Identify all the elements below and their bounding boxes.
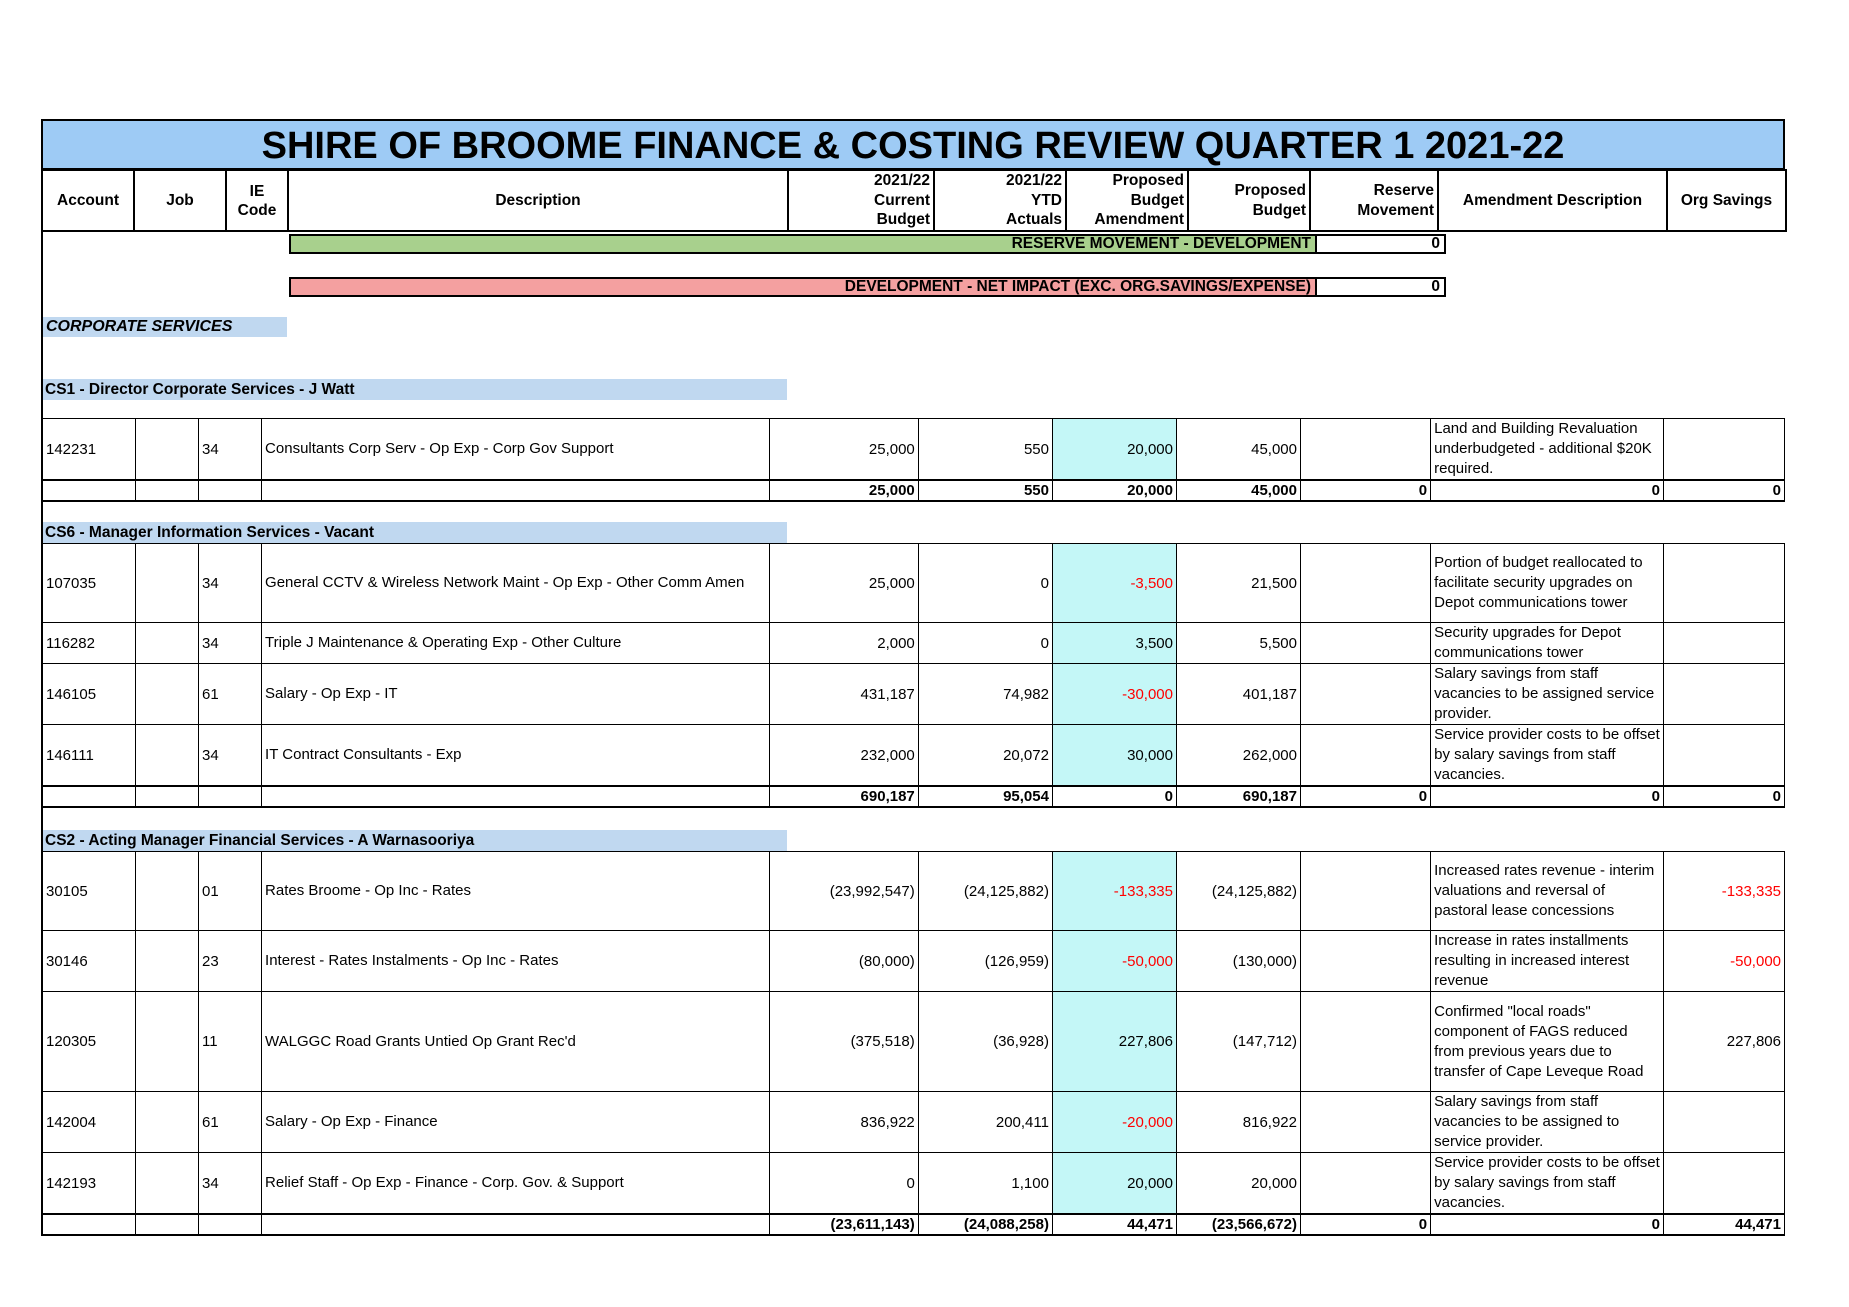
proposed-cell: 262,000: [1176, 725, 1300, 787]
total-budget: (23,611,143): [770, 1214, 918, 1235]
job-cell: [136, 931, 199, 992]
job-cell: [136, 544, 199, 623]
amendment-description-cell: Salary savings from staff vacancies to be assigned to service provider.: [1431, 1092, 1664, 1153]
header-amendment-description: Amendment Description: [1438, 170, 1667, 231]
account-cell: 30146: [42, 931, 136, 992]
ytd-cell: 74,982: [918, 664, 1052, 725]
proposed-cell: 45,000: [1176, 419, 1300, 481]
total-ytd: 95,054: [918, 786, 1052, 807]
total-reserve: 0: [1301, 1214, 1431, 1235]
total-amendment: 0: [1052, 786, 1176, 807]
summary-block: [41, 232, 1785, 418]
page-title: SHIRE OF BROOME FINANCE & COSTING REVIEW QUARTER 1 2021-22: [41, 119, 1785, 169]
proposed-cell: (130,000): [1176, 931, 1300, 992]
table-row: [42, 852, 1785, 931]
ie-code-cell: 01: [199, 852, 262, 931]
amendment-cell: -3,500: [1052, 544, 1176, 623]
ytd-cell: 200,411: [918, 1092, 1052, 1153]
net-impact-value: 0: [1315, 277, 1446, 297]
description-cell: Rates Broome - Op Inc - Rates: [262, 852, 770, 931]
org-savings-cell: [1663, 1092, 1784, 1153]
budget-cell: 2,000: [770, 623, 918, 664]
job-cell: [136, 992, 199, 1092]
amendment-description-cell: Security upgrades for Depot communications tower: [1431, 623, 1664, 664]
total-amendment-description: 0: [1431, 480, 1664, 501]
total-budget: 25,000: [770, 480, 918, 501]
ytd-cell: 550: [918, 419, 1052, 481]
header-current-budget: 2021/22 Current Budget: [788, 170, 934, 231]
total-row: [42, 786, 1785, 807]
amendment-cell: -30,000: [1052, 664, 1176, 725]
ie-code-cell: 61: [199, 1092, 262, 1153]
org-savings-cell: -133,335: [1663, 852, 1784, 931]
total-reserve: 0: [1301, 480, 1431, 501]
budget-cell: 836,922: [770, 1092, 918, 1153]
column-header-row: [41, 169, 1787, 232]
account-cell: 116282: [42, 623, 136, 664]
org-savings-cell: [1663, 544, 1784, 623]
reserve-cell: [1301, 544, 1431, 623]
ytd-cell: (36,928): [918, 992, 1052, 1092]
budget-cell: 25,000: [770, 544, 918, 623]
account-cell: 107035: [42, 544, 136, 623]
amendment-description-cell: Service provider costs to be offset by salary savings from staff vacancies.: [1431, 725, 1664, 787]
reserve-cell: [1301, 419, 1431, 481]
total-row: [42, 1214, 1785, 1235]
amendment-description-cell: Increased rates revenue - interim valuations and reversal of pastoral lease concessions: [1431, 852, 1664, 931]
section-label: CS2 - Acting Manager Financial Services - A Warnasooriya: [43, 830, 787, 851]
total-amendment: 44,471: [1052, 1214, 1176, 1235]
total-org-savings: 44,471: [1663, 1214, 1784, 1235]
org-savings-cell: -50,000: [1663, 931, 1784, 992]
amendment-cell: 3,500: [1052, 623, 1176, 664]
header-description: Description: [288, 170, 788, 231]
ie-code-cell: 11: [199, 992, 262, 1092]
org-savings-cell: [1663, 623, 1784, 664]
header-proposed-budget: Proposed Budget: [1188, 170, 1310, 231]
total-amendment: 20,000: [1052, 480, 1176, 501]
total-amendment-description: 0: [1431, 786, 1664, 807]
proposed-cell: 21,500: [1176, 544, 1300, 623]
total-proposed: 690,187: [1176, 786, 1300, 807]
header-account: Account: [42, 170, 134, 231]
amendment-cell: -20,000: [1052, 1092, 1176, 1153]
amendment-cell: -50,000: [1052, 931, 1176, 992]
account-cell: 30105: [42, 852, 136, 931]
description-cell: Consultants Corp Serv - Op Exp - Corp Gov Support: [262, 419, 770, 481]
header-budget-amendment: Proposed Budget Amendment: [1066, 170, 1188, 231]
budget-cell: (375,518): [770, 992, 918, 1092]
reserve-cell: [1301, 992, 1431, 1092]
org-savings-cell: [1663, 419, 1784, 481]
amendment-description-cell: Service provider costs to be offset by salary savings from staff vacancies.: [1431, 1153, 1664, 1215]
ytd-cell: 20,072: [918, 725, 1052, 787]
table-row: [42, 725, 1785, 787]
ie-code-cell: 34: [199, 419, 262, 481]
ytd-cell: (24,125,882): [918, 852, 1052, 931]
table-row: [42, 623, 1785, 664]
description-cell: WALGGC Road Grants Untied Op Grant Rec'd: [262, 992, 770, 1092]
account-cell: 146111: [42, 725, 136, 787]
job-cell: [136, 1153, 199, 1215]
total-proposed: 45,000: [1176, 480, 1300, 501]
reserve-movement-value: 0: [1315, 234, 1446, 254]
amendment-cell: 20,000: [1052, 1153, 1176, 1215]
reserve-cell: [1301, 852, 1431, 931]
description-cell: Salary - Op Exp - Finance: [262, 1092, 770, 1153]
description-cell: Relief Staff - Op Exp - Finance - Corp. Gov. & Support: [262, 1153, 770, 1215]
proposed-cell: 816,922: [1176, 1092, 1300, 1153]
table-row: [42, 1092, 1785, 1153]
total-ytd: 550: [918, 480, 1052, 501]
reserve-cell: [1301, 931, 1431, 992]
total-reserve: 0: [1301, 786, 1431, 807]
amendment-description-cell: Increase in rates installments resulting in increased interest revenue: [1431, 931, 1664, 992]
ytd-cell: 0: [918, 544, 1052, 623]
account-cell: 142193: [42, 1153, 136, 1215]
amendment-description-cell: Confirmed "local roads" component of FAGS reduced from previous years due to transfer of Cape Leveque Road: [1431, 992, 1664, 1092]
org-savings-cell: [1663, 725, 1784, 787]
ytd-cell: 0: [918, 623, 1052, 664]
total-org-savings: 0: [1663, 480, 1784, 501]
ytd-cell: (126,959): [918, 931, 1052, 992]
amendment-cell: -133,335: [1052, 852, 1176, 931]
job-cell: [136, 419, 199, 481]
description-cell: General CCTV & Wireless Network Maint - Op Exp - Other Comm Amen: [262, 544, 770, 623]
department-label: CORPORATE SERVICES: [43, 317, 287, 337]
header-job: Job: [134, 170, 226, 231]
account-cell: 142004: [42, 1092, 136, 1153]
table-row: [42, 931, 1785, 992]
total-amendment-description: 0: [1431, 1214, 1664, 1235]
proposed-cell: (147,712): [1176, 992, 1300, 1092]
account-cell: 142231: [42, 419, 136, 481]
job-cell: [136, 623, 199, 664]
table-row: [42, 664, 1785, 725]
proposed-cell: 20,000: [1176, 1153, 1300, 1215]
amendment-cell: 227,806: [1052, 992, 1176, 1092]
budget-cell: 232,000: [770, 725, 918, 787]
amendment-cell: 30,000: [1052, 725, 1176, 787]
budget-cell: (23,992,547): [770, 852, 918, 931]
header-reserve-movement: Reserve Movement: [1310, 170, 1438, 231]
amendment-description-cell: Portion of budget reallocated to facilitate security upgrades on Depot communications tower: [1431, 544, 1664, 623]
net-impact-label: DEVELOPMENT - NET IMPACT (EXC. ORG.SAVINGS/EXPENSE): [289, 277, 1317, 297]
job-cell: [136, 1092, 199, 1153]
reserve-movement-label: RESERVE MOVEMENT - DEVELOPMENT: [289, 234, 1317, 254]
header-ytd-actuals: 2021/22 YTD Actuals: [934, 170, 1066, 231]
table-row: [42, 1153, 1785, 1215]
amendment-description-cell: Land and Building Revaluation underbudgeted - additional $20K required.: [1431, 419, 1664, 481]
account-cell: 120305: [42, 992, 136, 1092]
section-table: [41, 418, 1785, 502]
proposed-cell: (24,125,882): [1176, 852, 1300, 931]
total-row: [42, 480, 1785, 501]
description-cell: Triple J Maintenance & Operating Exp - Other Culture: [262, 623, 770, 664]
proposed-cell: 401,187: [1176, 664, 1300, 725]
header-ie-code: IE Code: [226, 170, 288, 231]
section-label: CS6 - Manager Information Services - Vacant: [43, 522, 787, 543]
reserve-cell: [1301, 725, 1431, 787]
job-cell: [136, 664, 199, 725]
total-budget: 690,187: [770, 786, 918, 807]
table-row: [42, 992, 1785, 1092]
table-row: [42, 544, 1785, 623]
amendment-cell: 20,000: [1052, 419, 1176, 481]
reserve-cell: [1301, 623, 1431, 664]
reserve-cell: [1301, 1153, 1431, 1215]
description-cell: Interest - Rates Instalments - Op Inc - Rates: [262, 931, 770, 992]
org-savings-cell: 227,806: [1663, 992, 1784, 1092]
total-ytd: (24,088,258): [918, 1214, 1052, 1235]
ie-code-cell: 34: [199, 544, 262, 623]
total-proposed: (23,566,672): [1176, 1214, 1300, 1235]
org-savings-cell: [1663, 1153, 1784, 1215]
org-savings-cell: [1663, 664, 1784, 725]
ie-code-cell: 34: [199, 725, 262, 787]
account-cell: 146105: [42, 664, 136, 725]
ytd-cell: 1,100: [918, 1153, 1052, 1215]
job-cell: [136, 725, 199, 787]
description-cell: Salary - Op Exp - IT: [262, 664, 770, 725]
table-row: [42, 419, 1785, 481]
budget-cell: 0: [770, 1153, 918, 1215]
budget-cell: (80,000): [770, 931, 918, 992]
ie-code-cell: 23: [199, 931, 262, 992]
section-label: CS1 - Director Corporate Services - J Watt: [43, 379, 787, 400]
header-org-savings: Org Savings: [1667, 170, 1786, 231]
ie-code-cell: 61: [199, 664, 262, 725]
total-org-savings: 0: [1663, 786, 1784, 807]
section-table: [41, 543, 1785, 808]
description-cell: IT Contract Consultants - Exp: [262, 725, 770, 787]
finance-review-sheet: [41, 119, 1785, 1236]
reserve-cell: [1301, 664, 1431, 725]
proposed-cell: 5,500: [1176, 623, 1300, 664]
job-cell: [136, 852, 199, 931]
amendment-description-cell: Salary savings from staff vacancies to be assigned service provider.: [1431, 664, 1664, 725]
ie-code-cell: 34: [199, 623, 262, 664]
reserve-cell: [1301, 1092, 1431, 1153]
section-table: [41, 851, 1785, 1236]
ie-code-cell: 34: [199, 1153, 262, 1215]
budget-cell: 431,187: [770, 664, 918, 725]
budget-cell: 25,000: [770, 419, 918, 481]
